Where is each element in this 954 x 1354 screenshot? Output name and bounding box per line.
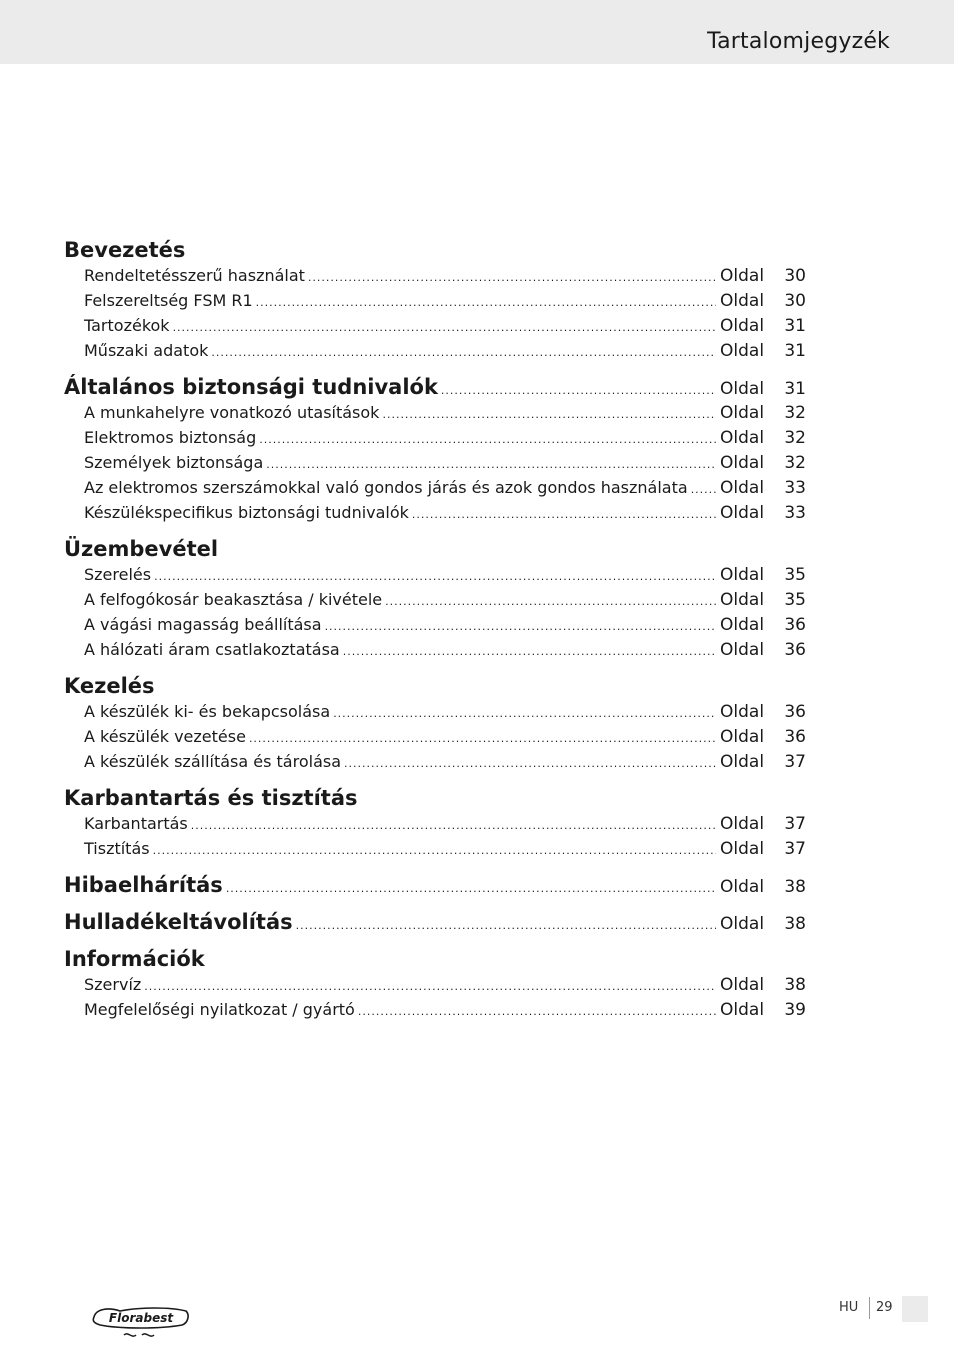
toc-section xyxy=(64,786,806,861)
toc-entry[interactable] xyxy=(64,450,806,475)
toc-entry[interactable] xyxy=(64,500,806,525)
page-word: Oldal xyxy=(720,877,765,897)
footer-divider xyxy=(869,1297,870,1319)
toc-entry[interactable] xyxy=(64,612,806,637)
toc-entry-label: A munkahelyre vonatkozó utasítások xyxy=(84,403,380,422)
toc-entry-label: A hálózati áram csatlakoztatása xyxy=(84,640,340,659)
page-word: Oldal xyxy=(720,291,765,311)
toc-page-number: 33 xyxy=(784,478,806,498)
page-word: Oldal xyxy=(720,615,765,635)
toc-entry[interactable] xyxy=(64,811,806,836)
toc-entry-label: Műszaki adatok xyxy=(84,341,209,360)
dot-leader xyxy=(226,876,716,901)
toc-page-number: 30 xyxy=(784,266,806,286)
language-code: HU xyxy=(839,1300,859,1315)
toc-entry[interactable] xyxy=(64,288,806,313)
dot-leader xyxy=(691,477,716,502)
toc-entry[interactable] xyxy=(64,997,806,1022)
toc-entry-label: Személyek biztonsága xyxy=(84,453,264,472)
toc-entry[interactable] xyxy=(64,562,806,587)
toc-page-number: 31 xyxy=(784,316,806,336)
toc-entry[interactable] xyxy=(64,587,806,612)
toc-page-number: 37 xyxy=(784,839,806,859)
dot-leader xyxy=(412,502,716,527)
dot-leader xyxy=(266,452,716,477)
dot-leader xyxy=(358,999,716,1024)
page-title: Tartalomjegyzék xyxy=(707,29,890,54)
toc-section-title: Hulladékeltávolítás xyxy=(64,910,293,934)
page-word: Oldal xyxy=(720,453,765,473)
dot-leader xyxy=(191,813,716,838)
toc-entry[interactable] xyxy=(64,749,806,774)
toc-section-title: Hibaelhárítás xyxy=(64,873,223,897)
toc-entry[interactable] xyxy=(64,475,806,500)
toc-page-number: 38 xyxy=(784,914,806,934)
toc-page-number: 30 xyxy=(784,291,806,311)
page-word: Oldal xyxy=(720,478,765,498)
page-word: Oldal xyxy=(720,590,765,610)
toc-page-number: 36 xyxy=(784,615,806,635)
toc-page-number: 38 xyxy=(784,877,806,897)
toc-entry[interactable] xyxy=(64,637,806,662)
page-word: Oldal xyxy=(720,839,765,859)
dot-leader xyxy=(325,614,716,639)
florabest-logo xyxy=(90,1303,192,1343)
dot-leader xyxy=(153,838,716,863)
toc-section xyxy=(64,238,806,363)
page-word: Oldal xyxy=(720,503,765,523)
toc-entry[interactable] xyxy=(64,313,806,338)
logo-text: Florabest xyxy=(108,1311,174,1325)
dot-leader xyxy=(249,726,716,751)
toc-section-row[interactable] xyxy=(64,910,806,935)
toc-entry[interactable] xyxy=(64,724,806,749)
toc-entry[interactable] xyxy=(64,263,806,288)
toc-section xyxy=(64,873,806,898)
dot-leader xyxy=(382,402,716,427)
toc-entry-label: Szervíz xyxy=(84,975,142,994)
page-word: Oldal xyxy=(720,379,765,399)
toc-section xyxy=(64,375,806,525)
toc-section-row[interactable] xyxy=(64,375,806,400)
toc-entry-label: Szerelés xyxy=(84,565,152,584)
toc-page-number: 32 xyxy=(784,428,806,448)
page-word: Oldal xyxy=(720,752,765,772)
toc-entry-label: A vágási magasság beállítása xyxy=(84,615,322,634)
page-word: Oldal xyxy=(720,1000,765,1020)
toc-entry-label: A készülék vezetése xyxy=(84,727,246,746)
toc-section xyxy=(64,947,806,1022)
toc-entry-label: Rendeltetésszerű használat xyxy=(84,266,305,285)
page-word: Oldal xyxy=(720,914,765,934)
toc-page-number: 36 xyxy=(784,727,806,747)
dot-leader xyxy=(259,427,716,452)
toc-page-number: 36 xyxy=(784,640,806,660)
toc-entry[interactable] xyxy=(64,400,806,425)
toc-entry-label: Tartozékok xyxy=(84,316,170,335)
toc-entry-label: A készülék ki- és bekapcsolása xyxy=(84,702,331,721)
toc-page-number: 32 xyxy=(784,403,806,423)
toc-section-title[interactable]: Kezelés xyxy=(64,674,155,698)
toc-entry-label: Az elektromos szerszámokkal való gondos járás és azok gondos használata xyxy=(84,478,688,497)
toc-page-number: 31 xyxy=(784,341,806,361)
toc-page-number: 38 xyxy=(784,975,806,995)
page-word: Oldal xyxy=(720,814,765,834)
dot-leader xyxy=(154,564,716,589)
toc-page-number: 31 xyxy=(784,379,806,399)
toc-entry-label: A felfogókosár beakasztása / kivétele xyxy=(84,590,383,609)
page-word: Oldal xyxy=(720,428,765,448)
toc-page-number: 35 xyxy=(784,590,806,610)
toc-entry[interactable] xyxy=(64,425,806,450)
toc-entry[interactable] xyxy=(64,699,806,724)
dot-leader xyxy=(333,701,716,726)
page-word: Oldal xyxy=(720,341,765,361)
dot-leader xyxy=(344,751,716,776)
toc-section-title[interactable]: Karbantartás és tisztítás xyxy=(64,786,358,810)
page-word: Oldal xyxy=(720,640,765,660)
page-word: Oldal xyxy=(720,727,765,747)
page-word: Oldal xyxy=(720,266,765,286)
toc-page-number: 35 xyxy=(784,565,806,585)
dot-leader xyxy=(308,265,716,290)
dot-leader xyxy=(296,913,716,938)
toc-entry-label: Felszereltség FSM R1 xyxy=(84,291,253,310)
toc-section xyxy=(64,537,806,662)
toc-entry-label: Elektromos biztonság xyxy=(84,428,257,447)
footer-corner-box xyxy=(902,1296,928,1322)
dot-leader xyxy=(211,340,716,365)
toc-page-number: 33 xyxy=(784,503,806,523)
toc-section-title[interactable]: Bevezetés xyxy=(64,238,186,262)
page-word: Oldal xyxy=(720,403,765,423)
dot-leader xyxy=(144,974,716,999)
toc-section xyxy=(64,910,806,935)
dot-leader xyxy=(385,589,716,614)
page-word: Oldal xyxy=(720,975,765,995)
page-word: Oldal xyxy=(720,702,765,722)
toc-page-number: 32 xyxy=(784,453,806,473)
toc-entry[interactable] xyxy=(64,338,806,363)
toc-page-number: 39 xyxy=(784,1000,806,1020)
dot-leader xyxy=(256,290,716,315)
toc-section-title[interactable]: Információk xyxy=(64,947,205,971)
toc-entry-label: Megfelelőségi nyilatkozat / gyártó xyxy=(84,1000,355,1019)
toc-entry[interactable] xyxy=(64,836,806,861)
toc-section-title[interactable]: Üzembevétel xyxy=(64,537,219,561)
page-word: Oldal xyxy=(720,565,765,585)
toc-page-number: 36 xyxy=(784,702,806,722)
toc-entry-label: Készülékspecifikus biztonsági tudnivalók xyxy=(84,503,409,522)
toc-entry-label: A készülék szállítása és tárolása xyxy=(84,752,342,771)
page-word: Oldal xyxy=(720,316,765,336)
toc-section xyxy=(64,674,806,774)
toc-page-number: 37 xyxy=(784,814,806,834)
table-of-contents xyxy=(64,238,806,1034)
toc-entry-label: Tisztítás xyxy=(84,839,150,858)
toc-entry-label: Karbantartás xyxy=(84,814,188,833)
dot-leader xyxy=(441,378,716,403)
dot-leader xyxy=(173,315,716,340)
page-number: 29 xyxy=(876,1300,893,1315)
toc-page-number: 37 xyxy=(784,752,806,772)
toc-section-row[interactable] xyxy=(64,873,806,898)
dot-leader xyxy=(343,639,716,664)
toc-entry[interactable] xyxy=(64,972,806,997)
toc-section-title: Általános biztonsági tudnivalók xyxy=(64,375,438,399)
